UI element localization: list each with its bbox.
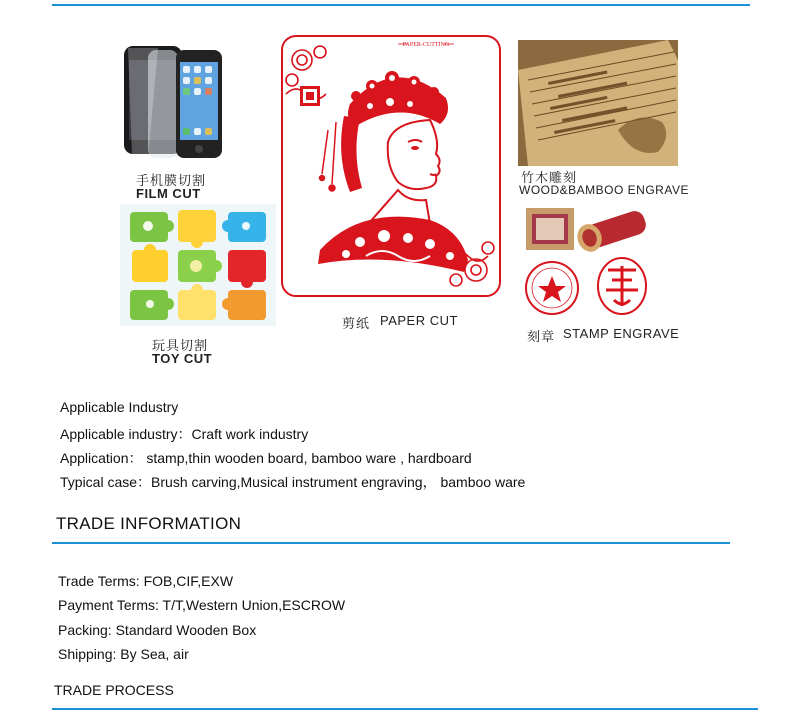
- typical-case-line: Typical case：Brush carving,Musical instrument engraving， bamboo ware: [60, 474, 526, 490]
- stamp-engrave-label-en: STAMP ENGRAVE: [563, 326, 680, 341]
- applicable-industry: Applicable industry：Craft work industry: [60, 426, 309, 442]
- toy-cut-label-en: TOY CUT: [152, 351, 213, 366]
- trade-process-divider: [52, 708, 758, 710]
- toy-cut-image: [120, 204, 276, 326]
- trade-information-title: TRADE INFORMATION: [56, 514, 242, 533]
- film-cut-image: [118, 40, 228, 162]
- paper-cut-label-cn: 剪纸: [342, 316, 371, 331]
- trade-information-divider: [52, 542, 730, 544]
- top-divider: [52, 4, 750, 6]
- paper-cut-image: [280, 34, 502, 298]
- wood-bamboo-label-cn: 竹木雕刻: [521, 170, 578, 185]
- stamp-engrave-image: [516, 204, 664, 320]
- wood-bamboo-image: [518, 40, 678, 166]
- film-cut-label-cn: 手机膜切割: [136, 173, 207, 188]
- wood-bamboo-label-en: WOOD&BAMBOO ENGRAVE: [519, 183, 689, 197]
- paper-cut-header: PAPER-CUTTING: [402, 42, 450, 48]
- paper-cut-label-en: PAPER CUT: [380, 313, 458, 328]
- applicable-heading: Applicable Industry: [60, 399, 179, 415]
- packing-info: Packing: Standard Wooden Box: [58, 622, 257, 638]
- trade-terms: Trade Terms: FOB,CIF,EXW: [58, 573, 234, 589]
- trade-process-title: TRADE PROCESS: [54, 682, 174, 698]
- payment-terms: Payment Terms: T/T,Western Union,ESCROW: [58, 597, 346, 613]
- application-line: Application： stamp,thin wooden board, bamboo ware , hardboard: [60, 450, 472, 466]
- shipping-info: Shipping: By Sea, air: [58, 646, 189, 662]
- stamp-engrave-label-cn: 刻章: [527, 329, 556, 344]
- toy-cut-label-cn: 玩具切割: [152, 338, 209, 353]
- film-cut-label-en: FILM CUT: [136, 186, 201, 201]
